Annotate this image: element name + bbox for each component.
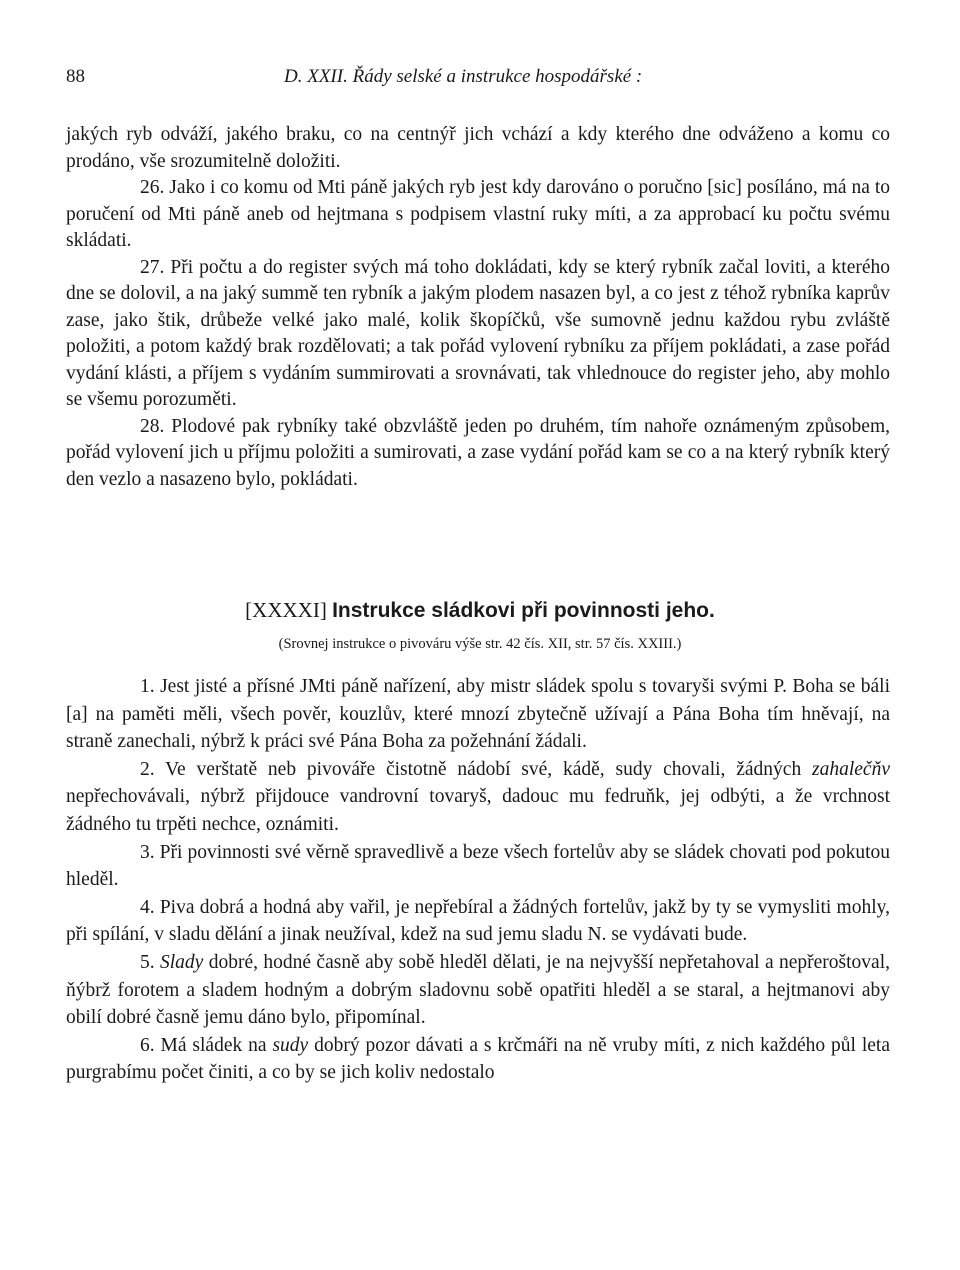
paragraph-6 bbox=[66, 1032, 890, 1087]
paragraph-5-text-a: 5. bbox=[140, 951, 161, 973]
running-head: D. XXII. Řády selské a instrukce hospodářské : bbox=[284, 66, 643, 87]
section-number: [XXXXI] bbox=[245, 598, 327, 622]
page-header bbox=[66, 66, 890, 96]
paragraph-5-italic: Slady bbox=[160, 951, 204, 973]
section-note: (Srovnej instrukce o pivováru výše str. 42 čís. XII, str. 57 čís. XXIII.) bbox=[278, 636, 682, 652]
text-block-top bbox=[66, 122, 890, 493]
paragraph-1: 1. Jest jisté a přísné JMti páně nařízení, aby mistr sládek spolu s tovaryši svými P. Boha se báli [a] na paměti měli, všech pověr, kouzlův, které mnozí zbytečně užívají a Pána Boha tím hněvají, na straně zanechali, nýbrž k práci své Pána Boha za požehnání žádali. bbox=[66, 676, 890, 753]
paragraph-26: 26. Jako i co komu od Mti páně jakých ryb jest kdy darováno o poručno [sic] posíláno, má na to poručení od Mti páně aneb od hejtmana s podpisem vlastní ruky míti, a za approbací ku počtu svému skládati. bbox=[66, 177, 890, 251]
paragraph-5-text-b: dobré, hodné časně aby sobě hleděl dělati, je na nejvyšší nepřetahoval a nepřeroštoval, ňýbrž forotem a sladem hodným a dobrým sladovnu sobě opatřiti hleděl a se staral, a hejtmanovi aby obilí dobré časně jemu dáno bylo, připomínal. bbox=[66, 951, 891, 1029]
paragraph-5 bbox=[66, 949, 890, 1032]
paragraph-2-text-a: 2. Ve verštatě neb pivováře čistotně nádobí své, kádě, sudy chovali, žádných bbox=[140, 758, 813, 780]
page-number: 88 bbox=[66, 66, 85, 87]
paragraph-3: 3. Při povinnosti své věrně spravedlivě a beze všech fortelův aby se sládek chovati pod pokutou hleděl. bbox=[66, 841, 890, 891]
paragraph-2-text-b: nepřechovávali, nýbrž přijdouce vandrovní tovaryš, dadouc mu fedruňk, jej odbýti, a že vrchnost žádného tu trpěti nechce, oznámiti. bbox=[66, 786, 890, 835]
paragraph-6-italic: sudy bbox=[272, 1034, 309, 1056]
paragraph-2-italic: zahalečňv bbox=[812, 758, 890, 780]
text-block-bottom bbox=[66, 673, 890, 1087]
paragraph-27: 27. Při počtu a do register svých má toho dokládati, kdy se který rybník začal loviti, a kterého dne se dolovil, a na jaký summě ten rybník a jakým plodem nasazen byl, a co jest z téhož rybníka kaprův zase, jako štik, drůbeže velké jako malé, kolik škopíčků, vše sumovně jednu každou rybu zvláště položiti, a potom každý brak rozdělovati; a tak pořád vylovení rybníku za příjem pokládati, a zase pořád vydání klásti, a příjem s vydáním summirovati a srovnávati, tak vhlednouce do register jeho, aby mohlo se všemu porozuměti. bbox=[66, 256, 890, 410]
paragraph-2 bbox=[66, 756, 890, 839]
paragraph-6-text-b: dobrý pozor dávati a s krčmáři na ně vruby míti, z nich každého půl leta purgrabímu počet činiti, a co by se jich koliv nedostalo bbox=[66, 1034, 890, 1084]
paragraph-28: 28. Plodové pak rybníky také obzvláště jeden po druhém, tím nahoře oznámeným způsobem, pořád vylovení jich u příjmu položiti a sumirovati, a zase vydání pořád kam se co a na který rybník který den vezlo a nasazeno bylo, pokládati. bbox=[66, 415, 890, 490]
paragraph-6-text-a: 6. Má sládek na bbox=[140, 1034, 273, 1056]
paragraph-4: 4. Piva dobrá a hodná aby vařil, je nepřebíral a žádných fortelův, jakž by ty se vymysliti mohly, při spílání, v sladu dělání a jinak neužíval, kdež na sud jemu sladu N. se vydávati bude. bbox=[66, 896, 890, 946]
section-heading bbox=[0, 598, 960, 623]
paragraph-continuation: jakých ryb odváží, jakého braku, co na centnýř jich vchází a kdy kterého dne odváženo a komu co prodáno, vše srozumitelně doložiti. bbox=[66, 124, 890, 172]
section-title: Instrukce sládkovi při povinnosti jeho. bbox=[332, 599, 715, 622]
